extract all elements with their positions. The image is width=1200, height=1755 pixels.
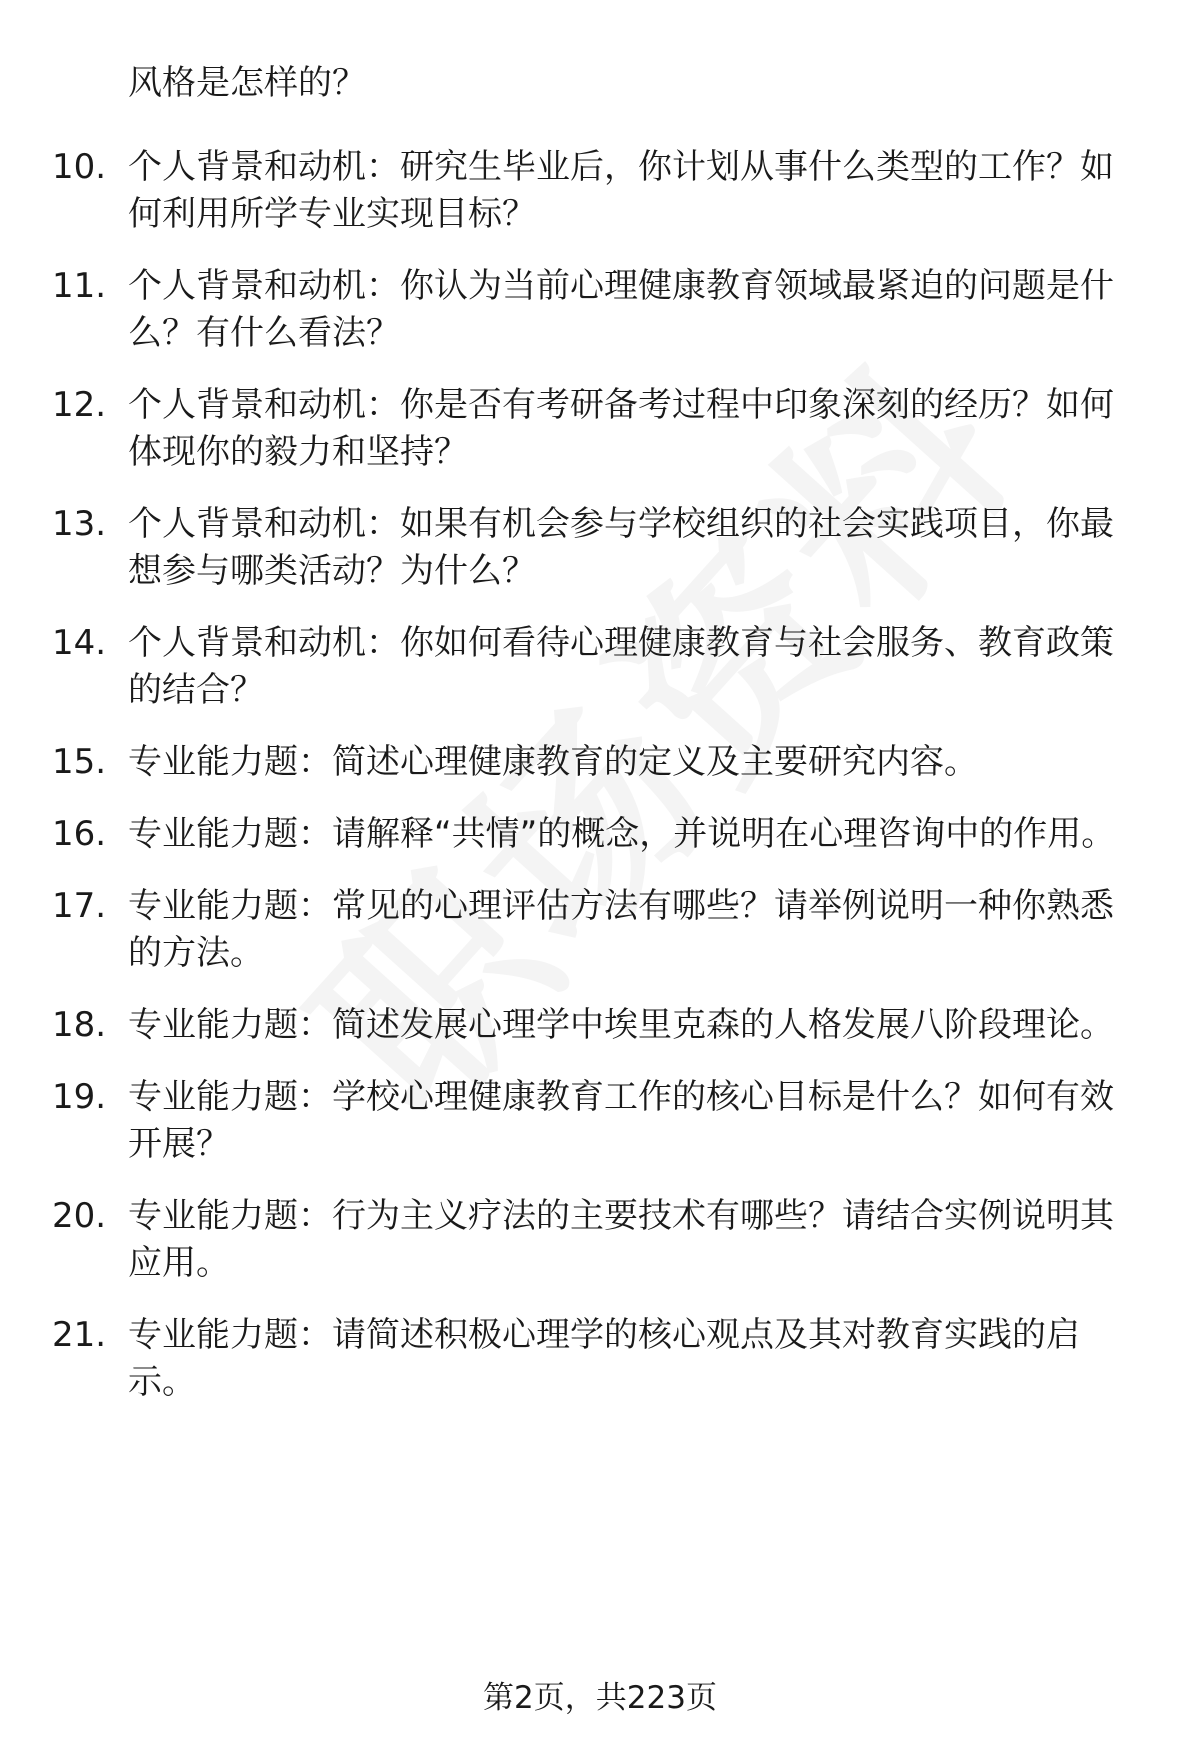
question-number: 15. [52,742,107,782]
question-text: 个人背景和动机：你是否有考研备考过程中印象深刻的经历？如何体现你的毅力和坚持？ [128,385,1114,472]
question-number: 18. [52,1005,107,1045]
list-item [52,501,1142,595]
question-text: 专业能力题：请简述积极心理学的核心观点及其对教育实践的启示。 [128,1315,1080,1402]
list-item [52,263,1142,357]
question-number: 21. [52,1315,107,1355]
question-number: 16. [52,814,107,854]
question-text: 专业能力题：常见的心理评估方法有哪些？请举例说明一种你熟悉的方法。 [128,886,1114,973]
question-text: 专业能力题：行为主义疗法的主要技术有哪些？请结合实例说明其应用。 [128,1196,1114,1283]
list-item [52,144,1142,238]
question-number: 12. [52,385,107,425]
list-item [52,739,1142,786]
question-text: 个人背景和动机：你认为当前心理健康教育领域最紧迫的问题是什么？有什么看法？ [128,266,1114,353]
question-number: 10. [52,147,107,187]
page-footer: 第2页，共223页 [483,1680,717,1716]
list-item [52,382,1142,476]
question-text: 个人背景和动机：研究生毕业后，你计划从事什么类型的工作？如何利用所学专业实现目标？ [128,147,1114,234]
question-text: 个人背景和动机：如果有机会参与学校组织的社会实践项目，你最想参与哪类活动？为什么？ [128,504,1114,591]
question-number: 13. [52,504,107,544]
question-number: 17. [52,886,107,926]
question-number: 14. [52,623,107,663]
question-number: 20. [52,1196,107,1236]
list-item [52,1193,1142,1287]
question-list [52,144,1142,1406]
list-item [52,1002,1142,1049]
list-item [52,883,1142,977]
list-item [52,1074,1142,1168]
question-text: 专业能力题：简述发展心理学中埃里克森的人格发展八阶段理论。 [128,1005,1114,1045]
list-item [52,1312,1142,1406]
question-text: 专业能力题：请解释“共情”的概念，并说明在心理咨询中的作用。 [128,814,1116,854]
continued-question-text: 风格是怎样的？ [128,63,366,103]
question-text: 专业能力题：学校心理健康教育工作的核心目标是什么？如何有效开展？ [128,1077,1114,1164]
question-number: 11. [52,266,107,306]
question-number: 19. [52,1077,107,1117]
list-item [52,620,1142,714]
question-text: 专业能力题：简述心理健康教育的定义及主要研究内容。 [128,742,978,782]
question-text: 个人背景和动机：你如何看待心理健康教育与社会服务、教育政策的结合？ [128,623,1114,710]
list-item [52,811,1142,858]
